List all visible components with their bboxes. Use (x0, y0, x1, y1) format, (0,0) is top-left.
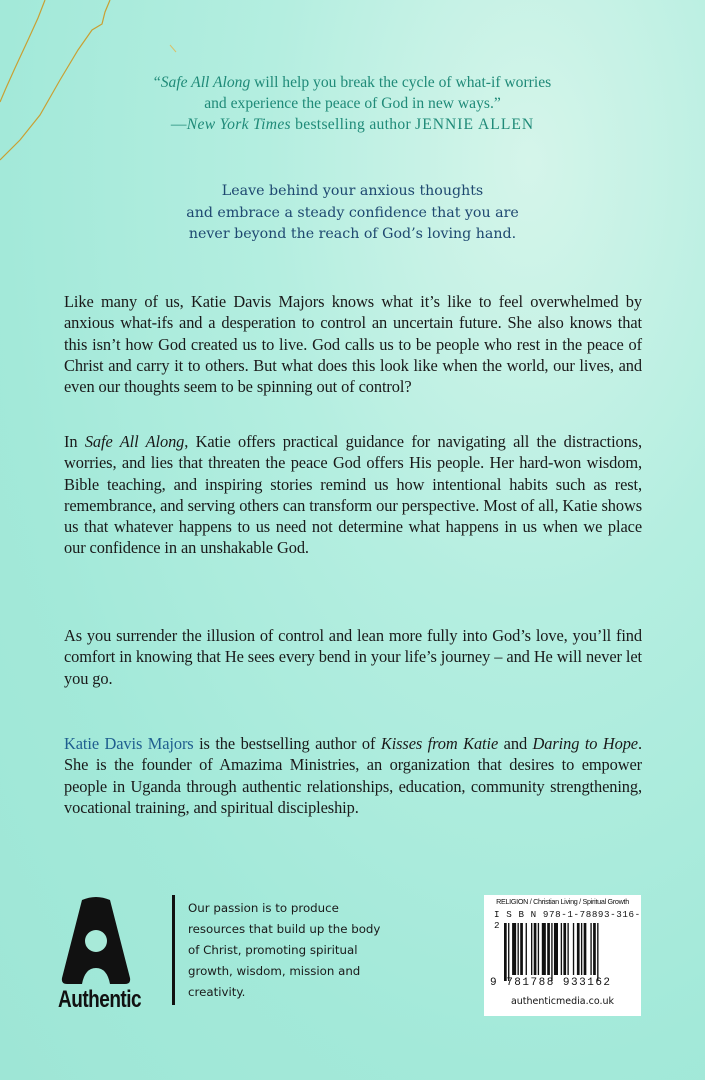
endorser-name: JENNIE ALLEN (415, 116, 535, 133)
description-paragraph-2: In Safe All Along, Katie offers practical guidance for navigating all the distractions, worries, and lies that threaten the peace God offers His people. Her hard-won wisdom, Bible teaching, and inspiring stories remind us how intentional habits such as rest, remembrance, and serving others can transform our perspective. Most of all, Katie shows us that whatever happens to us need not determine what happens in us when we place our confidence in an unshakable God. (64, 432, 642, 558)
endorsement-line-1: “Safe All Along will help you break the cycle of what-if worries (153, 74, 552, 91)
publisher-mission: Our passion is to produce resources that build up the body of Christ, promoting spiritual growth, wisdom, mission and creativity. (188, 901, 381, 999)
author-name: Katie Davis Majors (64, 734, 194, 753)
barcode-bar (567, 923, 568, 975)
barcode-bar (581, 923, 582, 975)
authentic-logo-icon (60, 896, 132, 986)
tagline-line-3: never beyond the reach of God’s loving hand. (188, 226, 517, 242)
barcode-bar (542, 923, 546, 975)
description-paragraph-1: Like many of us, Katie Davis Majors knows what it’s like to feel overwhelmed by anxious what-ifs and a desperation to control an uncertain future. She also knows that this isn’t how God created us to live. God calls us to be people who rest in the peace of Christ and carry it to others. But what does this look like when the world, our lives, and even our thoughts seem to be spinning out of control? (64, 292, 642, 397)
barcode-bar (551, 923, 552, 981)
tagline-line-1: Leave behind your anxious thoughts (221, 183, 484, 199)
barcode-bar (547, 923, 550, 975)
barcode-bar (554, 923, 558, 975)
description-paragraph-3: As you surrender the illusion of control and lean more fully into God’s love, you’ll find comfort in knowing that He sees every bend in your life’s journey – and He will never let you go. (64, 626, 642, 688)
divider (172, 895, 175, 1005)
barcode-digits: 9 781788 933162 (490, 977, 612, 989)
barcode-bar (538, 923, 539, 975)
barcode-bar (504, 923, 507, 981)
barcode-bar (531, 923, 532, 975)
barcode-bar (526, 923, 527, 975)
isbn-number: I S B N 978-1-78893-316-2 (494, 909, 641, 931)
tagline (0, 181, 705, 246)
barcode-bar (577, 923, 580, 975)
barcode-bar (512, 923, 516, 975)
category-label: RELIGION / Christian Living / Spiritual Growth (496, 897, 629, 906)
barcode-bar (584, 923, 587, 975)
barcode-bar (534, 923, 537, 975)
endorsement-quote (0, 72, 705, 135)
barcode-bar (518, 923, 519, 975)
author-bio: Katie Davis Majors is the bestselling author of Kisses from Katie and Daring to Hope. She is the founder of Amazima Ministries, an organization that desires to empower people in Uganda through authentic relationships, education, community strengthening, vocational training, and spiritual discipleship. (64, 734, 642, 817)
endorsement-source: —New York Times bestselling author JENNIE ALLEN (170, 116, 535, 133)
barcode-bar (590, 923, 591, 975)
barcode-bar (563, 923, 566, 975)
barcode (504, 923, 628, 981)
barcode-bar (597, 923, 598, 981)
publisher-url: authenticmedia.co.uk (510, 996, 615, 1007)
barcode-bar (561, 923, 562, 975)
barcode-bar (593, 923, 596, 975)
tagline-line-2: and embrace a steady confidence that you are (186, 204, 519, 221)
book-title: Safe All Along (160, 74, 251, 91)
isbn-barcode-block (484, 895, 641, 1016)
barcode-bar (520, 923, 523, 975)
publisher-name: Authentic (58, 987, 142, 1014)
barcode-bar (573, 923, 574, 975)
endorsement-line-2: and experience the peace of God in new ways.” (204, 95, 501, 112)
barcode-bar (508, 923, 509, 981)
